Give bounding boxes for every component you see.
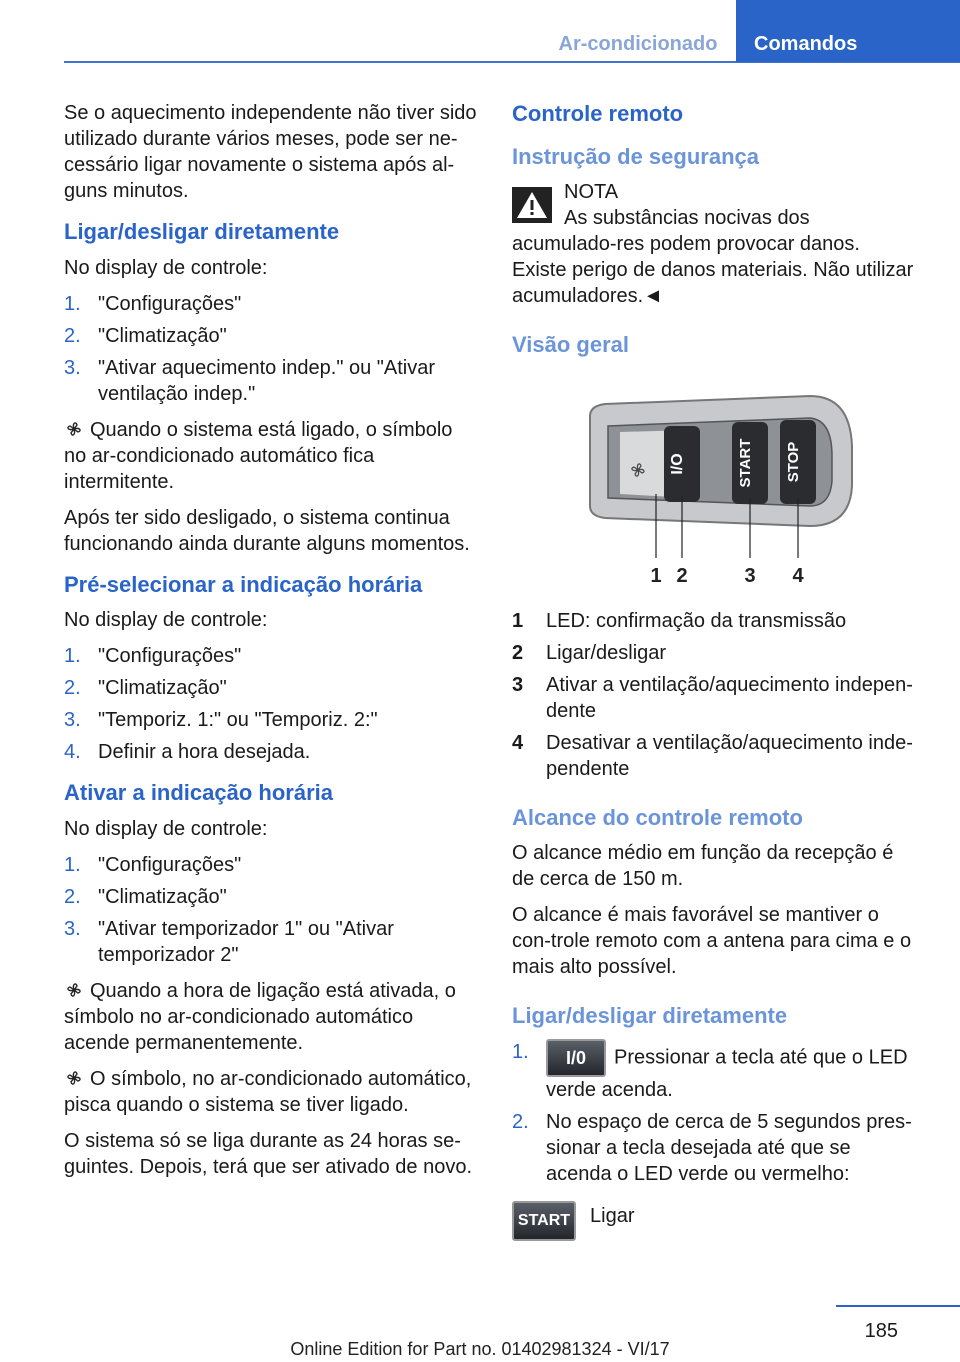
chapter-tab: Comandos <box>736 0 960 62</box>
note-label: NOTA <box>564 181 619 204</box>
item-text: Pressionar a tecla até que o LED verde acenda. <box>546 1046 908 1101</box>
item-text: "Ativar temporizador 1" ou "Ativar temporizador 2" <box>98 917 394 966</box>
heading-overview: Visão geral <box>512 332 629 358</box>
heading-preselect: Pré-selecionar a indicação horária <box>64 571 423 597</box>
fan-icon <box>64 1068 84 1088</box>
fan-icon <box>64 419 84 439</box>
remote-key-figure <box>560 386 860 596</box>
steps-list-1 <box>64 291 480 407</box>
fan-note <box>64 978 480 1056</box>
item-number: 3. <box>64 917 81 940</box>
footer-rule <box>836 1305 960 1307</box>
warning-icon <box>512 187 552 223</box>
heading-range: Alcance do controle remoto <box>512 804 803 830</box>
heading-direct-onoff: Ligar/desligar diretamente <box>512 1003 788 1029</box>
item-text: "Ativar aquecimento indep." ou "Ativar ventilação indep." <box>98 356 436 405</box>
range-paragraph-2: O alcance é mais favorável se mantiver o con-trole remoto com a antena para cima e o mais alto possível. <box>512 904 912 979</box>
item-text: Ativar a ventilação/aquecimento indepen-dente <box>546 673 913 722</box>
list-item <box>64 291 480 317</box>
list-item <box>64 355 480 407</box>
list-item <box>512 730 916 782</box>
item-text: "Climatização" <box>98 677 227 700</box>
after-paragraph: Após ter sido desligado, o sistema continua funcionando ainda durante alguns momentos. <box>64 506 470 555</box>
list-item <box>64 852 480 878</box>
item-text: "Configurações" <box>98 853 242 876</box>
fan-note-text: O símbolo, no ar-condicionado automático, pisca quando o sistema se tiver ligado. <box>64 1067 472 1116</box>
item-number: 2. <box>64 324 81 347</box>
note-text: As substâncias nocivas dos acumulado-res podem provocar danos. Existe perigo de danos materiais. Não utilizar acumuladores.◄ <box>512 207 914 308</box>
item-number: 1. <box>512 1040 529 1063</box>
steps-list-3 <box>64 852 480 968</box>
list-item <box>64 323 480 349</box>
heading-ligar-desligar: Ligar/desligar diretamente <box>64 219 340 244</box>
list-item <box>512 640 916 666</box>
item-number: 2. <box>512 1110 529 1133</box>
safety-note <box>512 179 916 309</box>
item-text: "Configurações" <box>98 645 242 668</box>
item-text: LED: confirmação da transmissão <box>546 609 847 632</box>
lead-text: No display de controle: <box>64 817 268 840</box>
start-row <box>512 1201 916 1241</box>
io-key-label: I/O <box>669 453 686 475</box>
item-text: "Climatização" <box>98 885 227 908</box>
item-text: Desativar a ventilação/aquecimento inde-pendente <box>546 731 913 780</box>
legend-list <box>512 608 916 782</box>
right-column <box>512 100 916 1241</box>
callout-3: 3 <box>744 564 756 587</box>
heading-safety: Instrução de segurança <box>512 143 759 169</box>
list-item <box>64 643 480 669</box>
list-item <box>64 916 480 968</box>
heading-remote: Controle remoto <box>512 101 684 126</box>
item-text: "Configurações" <box>98 292 242 315</box>
intro-paragraph: Se o aquecimento independente não tiver sido utilizado durante vários meses, pode ser ne-cessário ligar novamente o sistema após al-guns minutos. <box>64 102 477 202</box>
fan-icon <box>64 980 84 1000</box>
list-item <box>512 1109 916 1187</box>
callout-1: 1 <box>650 564 662 587</box>
list-item <box>64 884 480 910</box>
item-text: Ligar/desligar <box>546 641 667 664</box>
item-text: Definir a hora desejada. <box>98 741 311 764</box>
steps-list-2 <box>64 643 480 765</box>
io-button-image: I/0 <box>546 1039 606 1077</box>
stop-key-label: STOP <box>785 441 802 483</box>
heading-activate-time: Ativar a indicação horária <box>64 780 333 806</box>
fan-note <box>64 417 480 495</box>
callout-4: 4 <box>792 564 804 587</box>
lead-text: No display de controle: <box>64 609 268 632</box>
item-number: 4 <box>512 731 524 754</box>
range-paragraph-1: O alcance médio em função da recepção é de cerca de 150 m. <box>512 842 894 891</box>
lead-text: No display de controle: <box>64 256 268 279</box>
fan-note-text: Quando o sistema está ligado, o símbolo no ar-condicionado automático fica intermitente. <box>64 418 453 493</box>
fan-note-text: Quando a hora de ligação está ativada, o símbolo no ar-condicionado automático acende permanentemente. <box>64 979 456 1054</box>
list-item <box>512 672 916 724</box>
list-item <box>64 739 480 765</box>
item-number: 2. <box>64 677 81 700</box>
item-text: "Climatização" <box>98 324 227 347</box>
fan-note <box>64 1066 480 1118</box>
list-item <box>512 608 916 634</box>
after-paragraph: O sistema só se liga durante as 24 horas se-guintes. Depois, terá que ser ativado de novo. <box>64 1129 473 1178</box>
list-item <box>512 1039 916 1103</box>
callout-2: 2 <box>676 564 688 587</box>
list-item <box>64 707 480 733</box>
footer-edition: Online Edition for Part no. 01402981324 - VI/17 <box>290 1339 670 1359</box>
item-number: 3. <box>64 709 81 732</box>
item-number: 1 <box>512 609 524 632</box>
left-column <box>64 100 480 1190</box>
item-number: 1. <box>64 853 81 876</box>
start-key-label: START <box>737 438 754 488</box>
item-number: 3. <box>64 356 81 379</box>
header-rule <box>64 61 960 63</box>
start-label: Ligar <box>590 1204 635 1227</box>
page-header <box>0 0 960 64</box>
list-item <box>64 675 480 701</box>
steps-list-4 <box>512 1039 916 1187</box>
item-number: 4. <box>64 741 81 764</box>
item-number: 2 <box>512 641 524 664</box>
start-button-image: START <box>512 1201 576 1241</box>
item-text: "Temporiz. 1:" ou "Temporiz. 2:" <box>98 709 378 732</box>
item-number: 1. <box>64 645 81 668</box>
page-number: 185 <box>864 1320 898 1342</box>
item-number: 3 <box>512 673 524 696</box>
item-number: 2. <box>64 885 81 908</box>
section-title: Ar-condicionado <box>558 33 718 55</box>
item-number: 1. <box>64 292 81 315</box>
item-text: No espaço de cerca de 5 segundos pres-sionar a tecla desejada até que se acenda o LED verde ou vermelho: <box>546 1110 912 1185</box>
